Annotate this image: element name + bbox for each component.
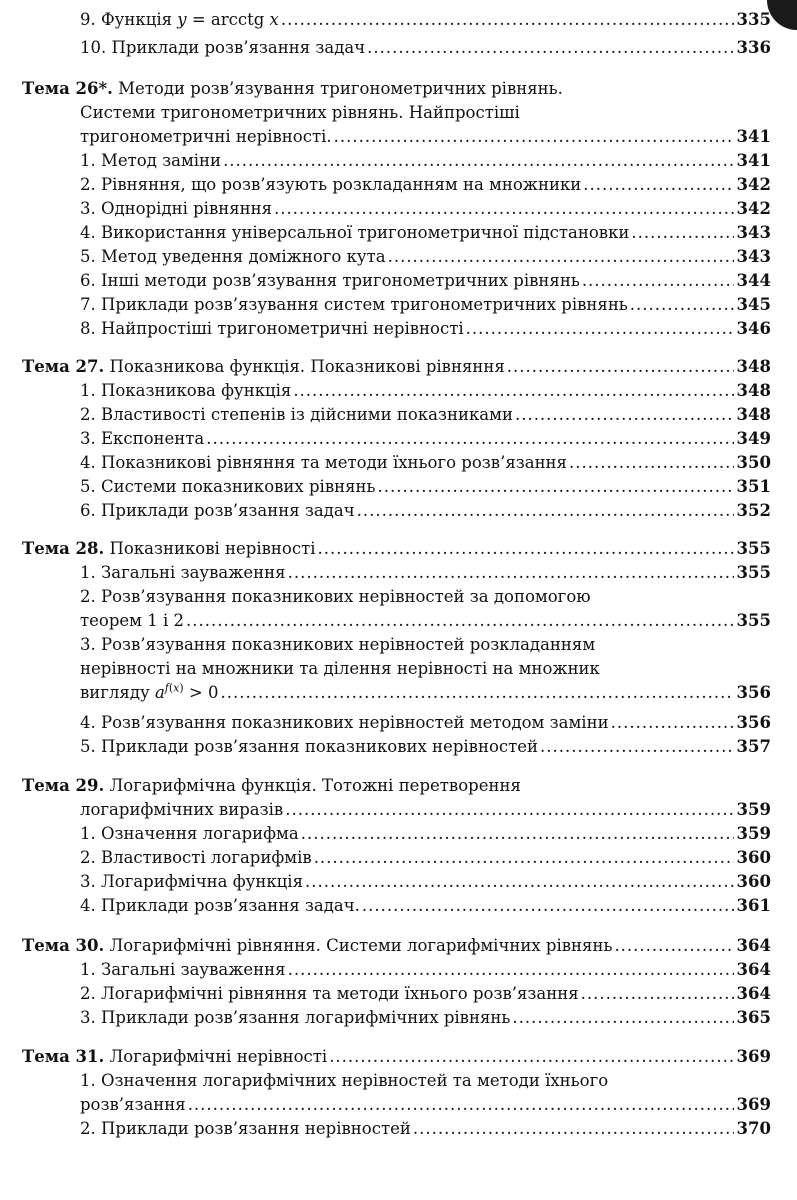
toc-entry-text: 3. Приклади розв’язання логарифмічних рівнянь	[80, 1008, 511, 1027]
page-number: 342	[736, 175, 771, 194]
toc-entry-text: 1. Загальні зауваження	[80, 563, 286, 582]
topic-label: Тема 26*.	[22, 79, 113, 98]
page-number: 342	[736, 199, 771, 218]
dot-leader	[413, 1117, 734, 1141]
toc-entry-text: 2. Властивості степенів із дійсними показниками	[80, 405, 513, 424]
toc-entry-text: Тема 28. Показникові нерівності	[22, 539, 316, 558]
dot-leader	[188, 1093, 734, 1117]
dot-leader	[305, 870, 734, 894]
toc-entry-text: Системи тригонометричних рівнянь. Найпростіші	[80, 103, 520, 122]
page-number: 350	[736, 453, 771, 472]
page-number: 345	[736, 295, 771, 314]
dot-leader	[582, 269, 734, 293]
toc-entry-text: 5. Метод уведення доміжного кута	[80, 247, 386, 266]
dot-leader	[630, 293, 734, 317]
toc-entry-text: нерівності на множники та ділення нерівності на множник	[80, 659, 600, 678]
page-number: 370	[736, 1119, 771, 1138]
toc-entry-text: 3. Однорідні рівняння	[80, 199, 273, 218]
page-number: 361	[736, 896, 771, 915]
dot-leader	[357, 499, 734, 523]
dot-leader	[631, 221, 733, 245]
toc-entry-text: 10. Приклади розв’язання задач	[80, 38, 366, 57]
dot-leader	[274, 197, 733, 221]
dot-leader	[507, 355, 734, 379]
dot-leader	[288, 958, 734, 982]
page-number: 348	[736, 405, 771, 424]
page-number: 351	[736, 477, 771, 496]
toc-entry-text: 9. Функція y = arcctg x	[80, 10, 279, 29]
toc-entry-text: 2. Логарифмічні рівняння та методи їхнього розв’язання	[80, 984, 579, 1003]
topic-label: Тема 29.	[22, 776, 105, 795]
page-number: 369	[736, 1047, 771, 1066]
page-number: 335	[736, 10, 771, 29]
dot-leader	[512, 1006, 733, 1030]
toc-entry-text: 2. Розв’язування показникових нерівностей за допомогою	[80, 587, 591, 606]
page-number: 346	[736, 319, 771, 338]
page-number: 348	[736, 357, 771, 376]
dot-leader	[223, 149, 733, 173]
toc-entry-text: 8. Найпростіші тригонометричні нерівності	[80, 319, 464, 338]
toc-entry-text: Тема 30. Логарифмічні рівняння. Системи логарифмічних рівнянь	[22, 936, 613, 955]
dot-leader	[293, 379, 733, 403]
toc-entry-text: 1. Показникова функція	[80, 381, 292, 400]
page-number: 356	[736, 683, 771, 702]
page-number: 336	[736, 38, 771, 57]
toc-entry-text: 6. Приклади розв’язання задач	[80, 501, 355, 520]
dot-leader	[515, 403, 734, 427]
page-number: 369	[736, 1095, 771, 1114]
topic-label: Тема 27.	[22, 357, 105, 376]
topic-label: Тема 31.	[22, 1047, 105, 1066]
toc-entry-text: 2. Властивості логарифмів	[80, 848, 312, 867]
toc-entry-text: Тема 29. Логарифмічна функція. Тотожні перетворення	[22, 776, 521, 795]
dot-leader	[329, 1045, 733, 1069]
toc-entry-text: 1. Метод заміни	[80, 151, 222, 170]
toc-entry-text: 4. Розв’язування показникових нерівностей методом заміни	[80, 713, 609, 732]
page-number: 357	[736, 737, 771, 756]
dot-leader	[186, 609, 734, 633]
dot-leader	[581, 982, 734, 1006]
dot-leader	[221, 681, 734, 705]
page-number: 344	[736, 271, 771, 290]
dot-leader	[388, 245, 734, 269]
toc-entry-text: теорем 1 і 2	[80, 611, 184, 630]
page-number: 355	[736, 563, 771, 582]
dot-leader	[362, 894, 734, 918]
page-number: 364	[736, 984, 771, 1003]
toc-entry-text: 2. Приклади розв’язання нерівностей	[80, 1119, 411, 1138]
dot-leader	[367, 36, 733, 60]
dot-leader	[614, 934, 733, 958]
page-number: 359	[736, 800, 771, 819]
page-number: 364	[736, 936, 771, 955]
page-number: 365	[736, 1008, 771, 1027]
page-number: 360	[736, 872, 771, 891]
dot-leader	[569, 451, 734, 475]
dot-leader	[378, 475, 734, 499]
toc-entry-text: вигляду $a^{f(x)} > 0$	[80, 681, 219, 702]
dot-leader	[540, 735, 734, 759]
toc-entry-text: 5. Приклади розв’язання показникових нерівностей	[80, 737, 539, 756]
page-number: 341	[736, 127, 771, 146]
page-number: 356	[736, 713, 771, 732]
topic-label: Тема 28.	[22, 539, 105, 558]
toc-entry-text: розв’язання	[80, 1095, 186, 1114]
page-number: 341	[736, 151, 771, 170]
toc-entry-text: Тема 31. Логарифмічні нерівності	[22, 1047, 328, 1066]
page-number: 355	[736, 539, 771, 558]
dot-leader	[301, 822, 734, 846]
dot-leader	[334, 125, 734, 149]
page-number: 352	[736, 501, 771, 520]
toc-entry-text: тригонометричні нерівності.	[80, 127, 332, 146]
dot-leader	[206, 427, 733, 451]
page-number: 360	[736, 848, 771, 867]
page-number: 359	[736, 824, 771, 843]
dot-leader	[318, 537, 734, 561]
dot-leader	[281, 8, 734, 32]
toc-entry-text: 4. Показникові рівняння та методи їхнього розв’язання	[80, 453, 567, 472]
toc-entry-text: 5. Системи показникових рівнянь	[80, 477, 376, 496]
dot-leader	[583, 173, 733, 197]
page-number: 343	[736, 247, 771, 266]
toc-entry-text: 2. Рівняння, що розв’язують розкладанням на множники	[80, 175, 582, 194]
dot-leader	[466, 317, 734, 341]
page-number: 364	[736, 960, 771, 979]
page-number: 355	[736, 611, 771, 630]
page-number: 343	[736, 223, 771, 242]
toc-entry-text: Тема 27. Показникова функція. Показникові рівняння	[22, 357, 505, 376]
dot-leader	[314, 846, 734, 870]
toc-entry-text: логарифмічних виразів	[80, 800, 284, 819]
toc-entry-text: 3. Логарифмічна функція	[80, 872, 303, 891]
dot-leader	[285, 798, 733, 822]
toc-entry-text: Тема 26*. Методи розв’язування тригонометричних рівнянь.	[22, 79, 563, 98]
toc-entry-text: 4. Приклади розв’язання задач.	[80, 896, 360, 915]
topic-label: Тема 30.	[22, 936, 105, 955]
toc-entry-text: 3. Розв’язування показникових нерівностей розкладанням	[80, 635, 596, 654]
page-number: 349	[736, 429, 771, 448]
toc-entry-text: 1. Означення логарифма	[80, 824, 299, 843]
toc-entry-text: 1. Означення логарифмічних нерівностей та методи їхнього	[80, 1071, 609, 1090]
toc-entry-text: 3. Експонента	[80, 429, 205, 448]
dot-leader	[611, 711, 734, 735]
page-number: 348	[736, 381, 771, 400]
toc-entry-text: 4. Використання універсальної тригонометричної підстановки	[80, 223, 630, 242]
toc-entry-text: 6. Інші методи розв’язування тригонометричних рівнянь	[80, 271, 580, 290]
toc-entry-text: 1. Загальні зауваження	[80, 960, 286, 979]
toc-entry-text: 7. Приклади розв’язування систем тригонометричних рівнянь	[80, 295, 628, 314]
dot-leader	[288, 561, 734, 585]
